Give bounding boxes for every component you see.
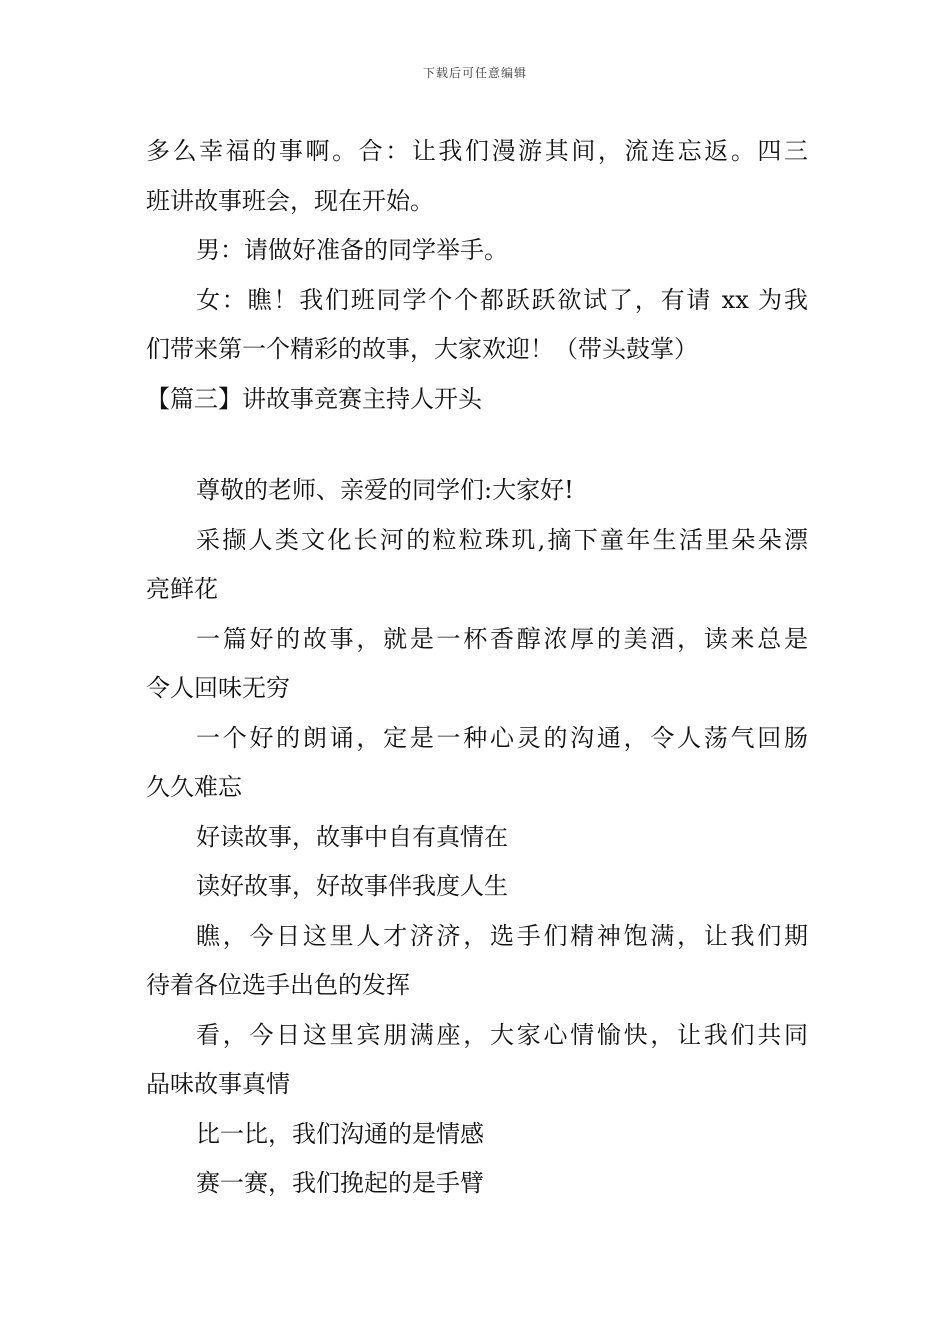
blank-line <box>146 424 808 466</box>
text-line: 们带来第一个精彩的故事，大家欢迎！（带头鼓掌） <box>146 335 698 363</box>
text-line: 读好故事，好故事伴我度人生 <box>196 872 508 900</box>
document-body <box>146 127 808 1209</box>
text-line: 班讲故事班会，现在开始。 <box>146 186 434 215</box>
text-line: 久久难忘 <box>146 773 242 801</box>
text-line: 好读故事，故事中自有真情在 <box>196 822 508 851</box>
text-line: 待着各位选手出色的发挥 <box>146 971 410 999</box>
text-line: 多么幸福的事啊。合：让我们漫游其间，流连忘返。四三 <box>146 137 808 165</box>
page-header: 下载后可任意编辑 <box>422 66 527 80</box>
text-line: 令人回味无穷 <box>146 674 290 702</box>
text-line: 亮鲜花 <box>146 575 218 603</box>
text-line: 男：请做好准备的同学举手。 <box>196 236 508 264</box>
text-line: 比一比，我们沟通的是情感 <box>196 1119 484 1148</box>
text-line: 看，今日这里宾朋满座，大家心情愉快，让我们共同 <box>196 1020 808 1049</box>
text-line: 采撷人类文化长河的粒粒珠玑,摘下童年生活里朵朵漂 <box>196 525 808 554</box>
text-line: 一个好的朗诵，定是一种心灵的沟通，令人荡气回肠 <box>196 723 808 752</box>
text-line: 品味故事真情 <box>146 1070 290 1098</box>
text-line: 赛一赛，我们挽起的是手臂 <box>196 1169 484 1197</box>
text-line: 尊敬的老师、亲爱的同学们:大家好! <box>196 476 574 504</box>
section-heading: 【篇三】讲故事竞赛主持人开头 <box>146 384 482 413</box>
text-line: 女：瞧！我们班同学个个都跃跃欲试了，有请 xx 为我 <box>196 285 808 314</box>
text-line: 一篇好的故事，就是一杯香醇浓厚的美酒，读来总是 <box>196 624 808 653</box>
text-line: 瞧，今日这里人才济济，选手们精神饱满，让我们期 <box>196 921 808 950</box>
